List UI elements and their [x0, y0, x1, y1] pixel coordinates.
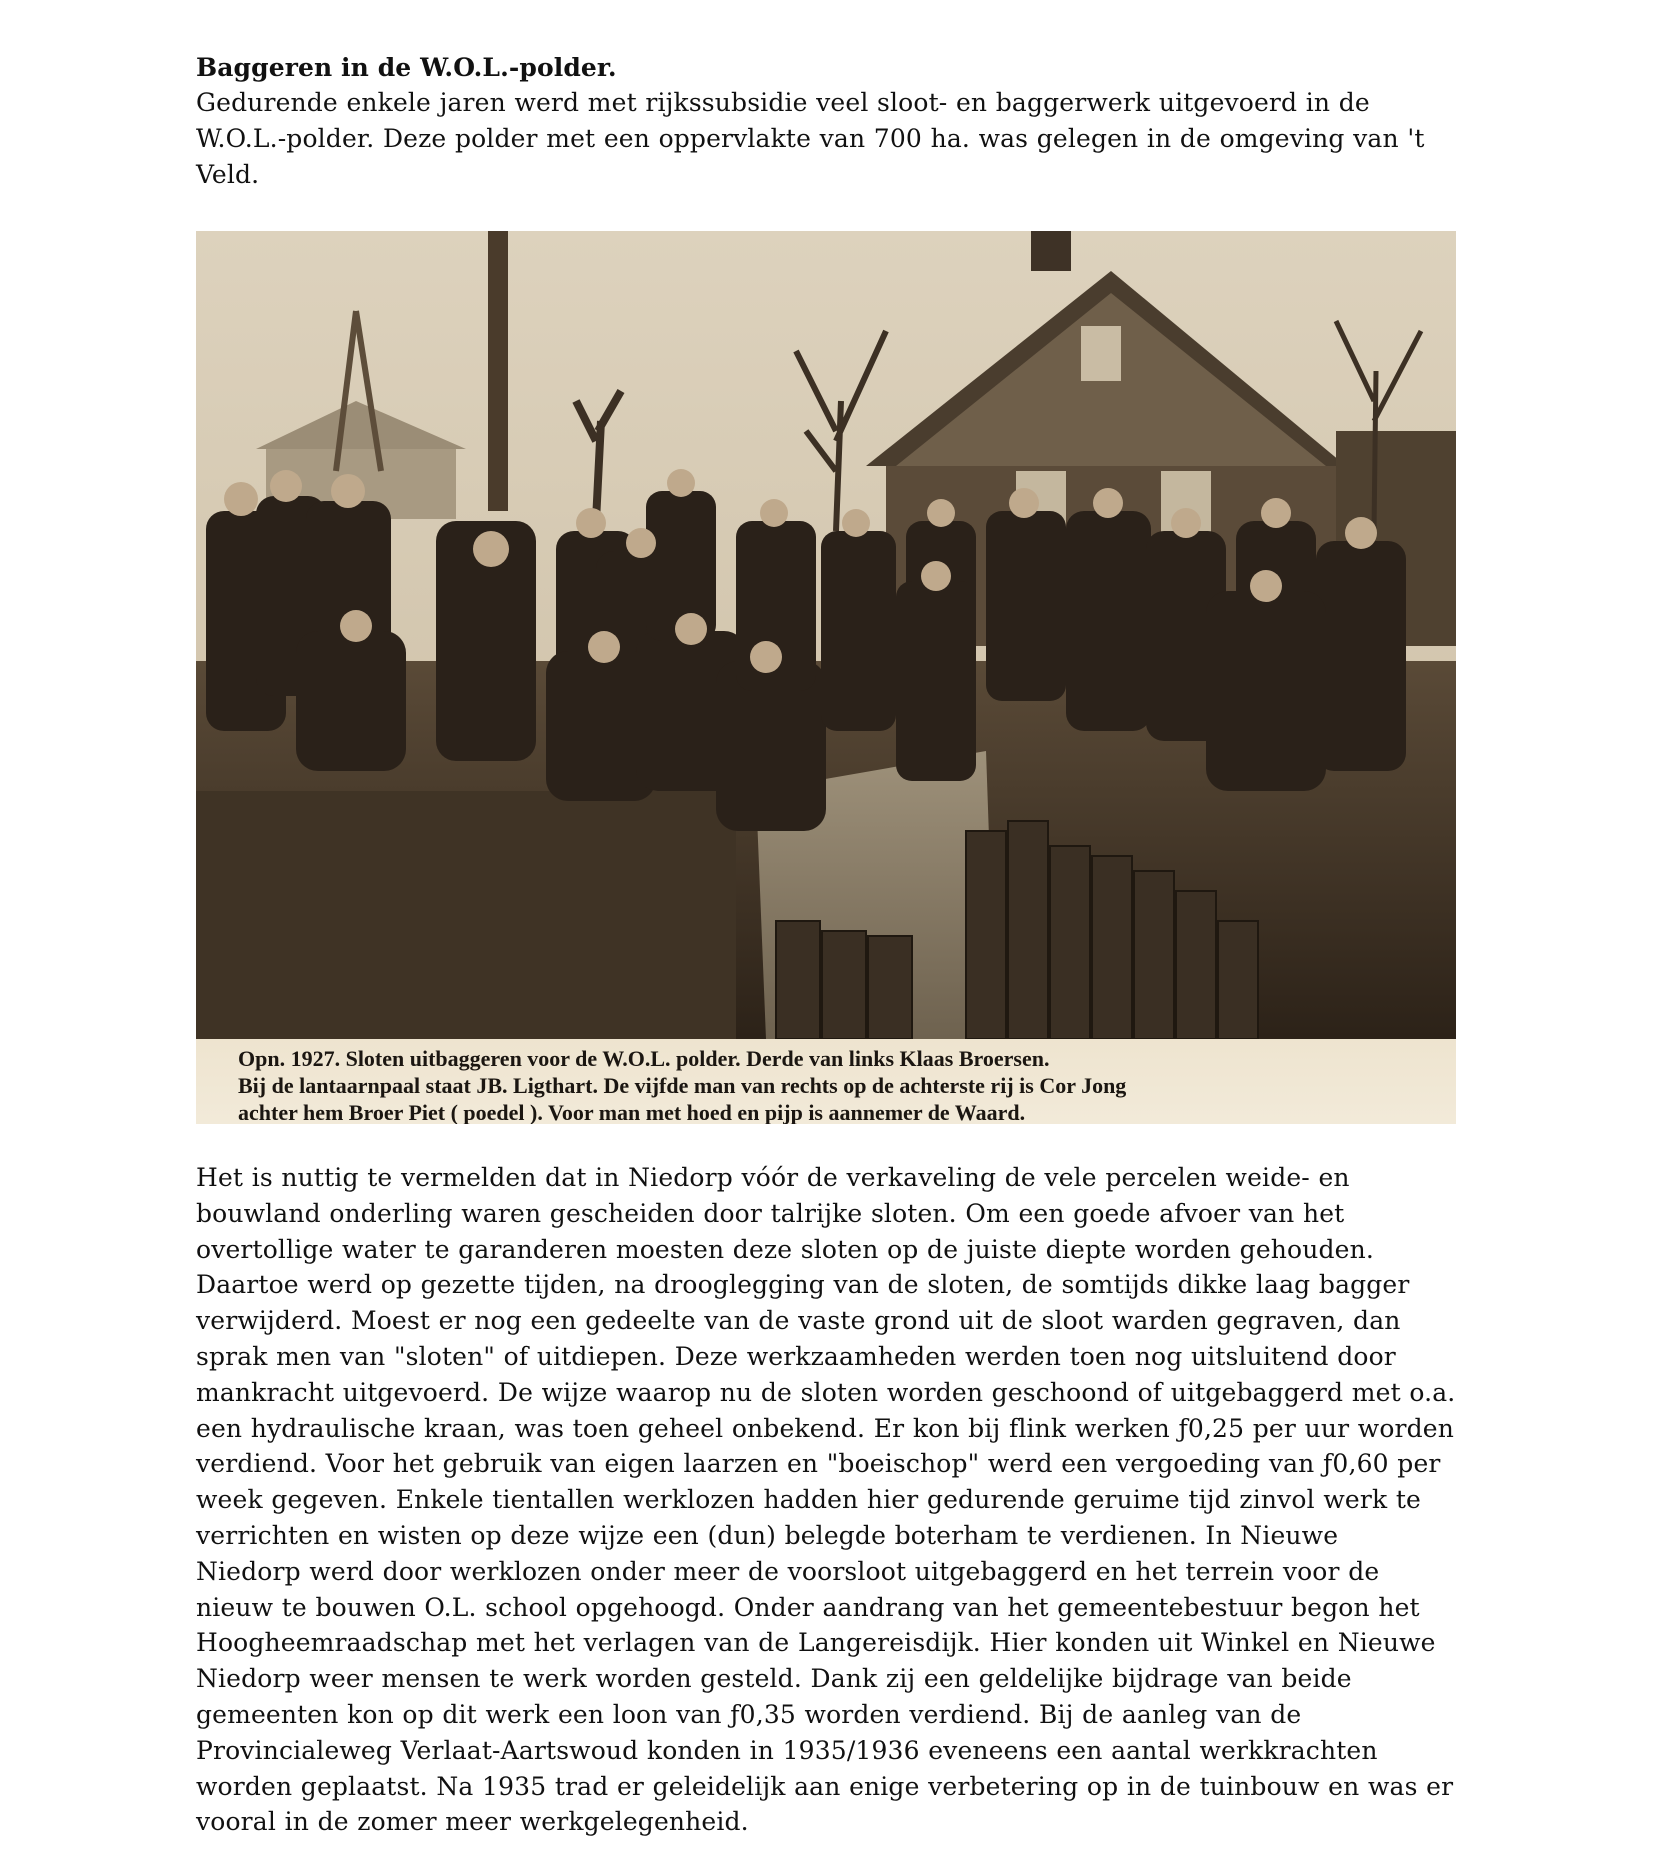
body-line: week gegeven. Enkele tientallen werklozen hadden hier gedurende geruime tijd zinvol werk te	[196, 1485, 1421, 1515]
body-line: overtollige water te garanderen moesten deze sloten op de juiste diepte worden gehouden.	[196, 1234, 1374, 1264]
body-line: Niedorp weer mensen te werk worden gesteld. Dank zij een geldelijke bijdrage van beide	[196, 1664, 1352, 1694]
body-paragraph	[196, 1160, 1476, 1840]
body-line: Niedorp werd door werklozen onder meer de voorsloot uitgebaggerd en het terrein voor de	[196, 1556, 1380, 1586]
body-line: verrichten en wisten op deze wijze een (dun) belegde boterham te verdienen. In Nieuwe	[196, 1520, 1339, 1550]
caption-line: Bij de lantaarnpaal staat JB. Ligthart. De vijfde man van rechts op de achterste rij is Cor Jong	[238, 1073, 1127, 1098]
intro-line: Gedurende enkele jaren werd met rijkssubsidie veel sloot- en baggerwerk uitgevoerd in de	[196, 88, 1370, 117]
historical-photo-figure	[196, 231, 1456, 1124]
intro-line: Veld.	[196, 159, 260, 189]
body-line: Daartoe werd op gezette tijden, na drooglegging van de sloten, de somtijds dikke laag bagger	[196, 1270, 1410, 1300]
body-line: Het is nuttig te vermelden dat in Niedorp vóór de verkaveling de vele percelen weide- en	[196, 1163, 1350, 1192]
body-line: vooral in de zomer meer werkgelegenheid.	[196, 1807, 749, 1837]
intro-line: W.O.L.-polder. Deze polder met een oppervlakte van 700 ha. was gelegen in de omgeving van 't	[196, 123, 1425, 153]
historical-photo	[196, 231, 1456, 1039]
document-header	[196, 50, 1456, 192]
body-line: nieuw te bouwen O.L. school opgehoogd. Onder aandrang van het gemeentebestuur begon het	[196, 1592, 1420, 1622]
body-line: gemeenten kon op dit werk een loon van ƒ0,35 worden verdiend. Bij de aanleg van de	[196, 1699, 1302, 1729]
body-line: sprak men van "sloten" of uitdiepen. Deze werkzaamheden werden toen nog uitsluitend door	[196, 1341, 1396, 1371]
body-line: mankracht uitgevoerd. De wijze waarop nu de sloten worden geschoond of uitgebaggerd met o.a.	[196, 1377, 1456, 1407]
caption-line: Opn. 1927. Sloten uitbaggeren voor de W.O.L. polder. Derde van links Klaas Broersen.	[238, 1046, 1050, 1071]
body-line: Provincialeweg Verlaat-Aartswoud konden in 1935/1936 eveneens een aantal werkkrachten	[196, 1735, 1378, 1765]
body-line: bouwland onderling waren gescheiden door talrijke sloten. Om een goede afvoer van het	[196, 1198, 1345, 1228]
body-line: verwijderd. Moest er nog een gedeelte van de vaste grond uit de sloot warden gegraven, dan	[196, 1306, 1401, 1336]
body-line: worden geplaatst. Na 1935 trad er geleidelijk aan enige verbetering op in de tuinbouw en was er	[196, 1771, 1454, 1801]
intro-paragraph	[196, 85, 1456, 192]
photo-caption	[196, 1039, 1456, 1124]
body-line: verdiend. Voor het gebruik van eigen laarzen en "boeischop" werd een vergoeding van ƒ0,60 per	[196, 1449, 1441, 1479]
article-heading: Baggeren in de W.O.L.-polder.	[196, 53, 617, 82]
body-line: Hoogheemraadschap met het verlagen van de Langereisdijk. Hier konden uit Winkel en Nieuwe	[196, 1628, 1436, 1658]
caption-line: achter hem Broer Piet ( poedel ). Voor man met hoed en pijp is aannemer de Waard.	[238, 1100, 1026, 1124]
body-line: een hydraulische kraan, was toen geheel onbekend. Er kon bij flink werken ƒ0,25 per uur worden	[196, 1413, 1454, 1443]
